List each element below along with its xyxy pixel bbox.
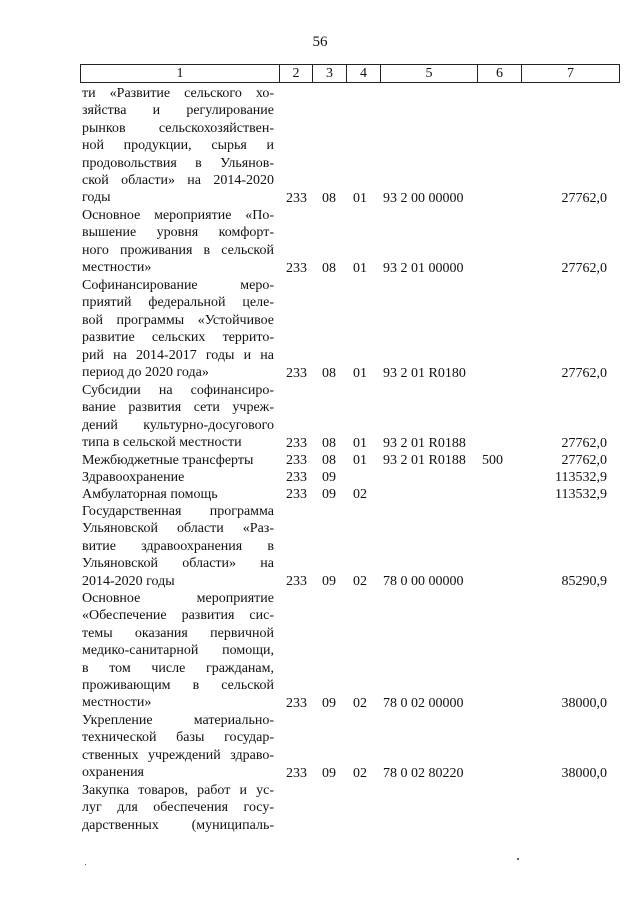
column-header-row xyxy=(80,64,620,83)
desc-line: Основное мероприятие «По- xyxy=(82,208,274,223)
amount: 113532,9 xyxy=(555,469,607,485)
amount: 27762,0 xyxy=(561,260,607,276)
csr-code: 93 2 01 R0188 xyxy=(383,435,466,451)
budget-row xyxy=(0,503,640,590)
desc-line: вышение уровня комфорт- xyxy=(82,225,274,241)
amount: 38000,0 xyxy=(561,765,607,781)
rz-code: 08 xyxy=(322,190,336,206)
desc-line: Ульяновской области «Раз- xyxy=(82,521,274,537)
desc-line: «Обеспечение развития сис- xyxy=(82,608,274,624)
pr-code: 01 xyxy=(353,190,367,206)
pr-code: 02 xyxy=(353,573,367,589)
header-col-2: 2 xyxy=(280,65,313,83)
row-description xyxy=(82,712,274,782)
desc-line: зяйства и регулирование xyxy=(82,103,274,119)
gr-code: 233 xyxy=(286,765,307,781)
budget-row xyxy=(0,486,640,503)
desc-line: Межбюджетные трансферты xyxy=(82,453,254,468)
rz-code: 09 xyxy=(322,765,336,781)
desc-line: ственных учреждений здраво- xyxy=(82,747,274,763)
gr-code: 233 xyxy=(286,435,307,451)
desc-line: приятий федеральной целе- xyxy=(82,295,274,311)
desc-line: в том числе гражданам, xyxy=(82,660,274,676)
pr-code: 02 xyxy=(353,695,367,711)
desc-line: развитие сельских террито- xyxy=(82,330,274,346)
header-col-5: 5 xyxy=(381,65,478,83)
row-description xyxy=(82,277,274,381)
gr-code: 233 xyxy=(286,260,307,276)
desc-line: Закупка товаров, работ и ус- xyxy=(82,783,274,798)
page-number: 56 xyxy=(312,34,328,50)
desc-line: Софинансирование меро- xyxy=(82,278,274,293)
row-description xyxy=(82,85,274,207)
amount: 113532,9 xyxy=(555,486,607,502)
rz-code: 08 xyxy=(322,435,336,451)
gr-code: 233 xyxy=(286,695,307,711)
amount: 38000,0 xyxy=(561,695,607,711)
desc-line: Государственная программа xyxy=(82,504,274,519)
budget-row xyxy=(0,207,640,277)
rz-code: 09 xyxy=(322,695,336,711)
pr-code: 01 xyxy=(353,452,367,468)
desc-line: местности» xyxy=(82,260,152,276)
gr-code: 233 xyxy=(286,365,307,381)
pr-code: 02 xyxy=(353,765,367,781)
budget-row xyxy=(0,469,640,486)
desc-line: рынков сельскохозяйствен- xyxy=(82,120,274,136)
header-col-1: 1 xyxy=(81,65,280,83)
amount: 27762,0 xyxy=(561,365,607,381)
rz-code: 08 xyxy=(322,365,336,381)
budget-row xyxy=(0,782,640,835)
gr-code: 233 xyxy=(286,190,307,206)
desc-line: вой программы «Устойчивое xyxy=(82,312,274,328)
desc-line: Укрепление материально- xyxy=(82,713,274,728)
budget-row xyxy=(0,590,640,712)
desc-line: темы оказания первичной xyxy=(82,625,274,641)
budget-row xyxy=(0,85,640,207)
gr-code: 233 xyxy=(286,486,307,502)
row-description xyxy=(82,486,274,503)
amount: 27762,0 xyxy=(561,452,607,468)
header-col-3: 3 xyxy=(313,65,347,83)
desc-line: ской области» на 2014-2020 xyxy=(82,172,274,188)
gr-code: 233 xyxy=(286,452,307,468)
budget-row xyxy=(0,712,640,782)
amount: 27762,0 xyxy=(561,435,607,451)
pr-code: 01 xyxy=(353,260,367,276)
row-description xyxy=(82,782,274,834)
row-description xyxy=(82,382,274,452)
desc-line: вание развития сети учреж- xyxy=(82,400,274,416)
rz-code: 09 xyxy=(322,573,336,589)
pr-code: 02 xyxy=(353,486,367,502)
rz-code: 08 xyxy=(322,452,336,468)
gr-code: 233 xyxy=(286,469,307,485)
desc-line: Субсидии на софинансиро- xyxy=(82,383,274,398)
desc-line: Здравоохранение xyxy=(82,470,185,485)
row-description xyxy=(82,590,274,712)
budget-row xyxy=(0,382,640,452)
desc-line: типа в сельской местности xyxy=(82,435,242,451)
desc-line: местности» xyxy=(82,695,152,711)
rz-code: 09 xyxy=(322,469,336,485)
gr-code: 233 xyxy=(286,573,307,589)
row-description xyxy=(82,452,274,469)
header-col-4: 4 xyxy=(347,65,381,83)
desc-line: Основное мероприятие xyxy=(82,591,274,606)
csr-code: 93 2 00 00000 xyxy=(383,190,464,206)
desc-line: охранения xyxy=(82,765,144,781)
desc-line: Амбулаторная помощь xyxy=(82,487,218,502)
rz-code: 09 xyxy=(322,486,336,502)
budget-row xyxy=(0,277,640,382)
desc-line: витие здравоохранения в xyxy=(82,538,274,554)
desc-line: период до 2020 года» xyxy=(82,364,209,380)
desc-line: дений культурно-досугового xyxy=(82,417,274,433)
desc-line: технической базы государ- xyxy=(82,730,274,746)
csr-code: 93 2 01 R0180 xyxy=(383,365,466,381)
amount: 27762,0 xyxy=(561,190,607,206)
desc-line: рий на 2014-2017 годы и на xyxy=(82,347,274,363)
desc-line: продовольствия в Ульянов- xyxy=(82,155,274,171)
csr-code: 93 2 01 00000 xyxy=(383,260,464,276)
pr-code: 01 xyxy=(353,365,367,381)
csr-code: 78 0 00 00000 xyxy=(383,573,464,589)
desc-line: 2014-2020 годы xyxy=(82,573,175,589)
vr-code: 500 xyxy=(482,452,503,468)
header-col-6: 6 xyxy=(478,65,522,83)
desc-line: ной продукции, сырья и xyxy=(82,138,274,154)
desc-line: медико-санитарной помощи, xyxy=(82,643,274,659)
row-description xyxy=(82,503,274,590)
rz-code: 08 xyxy=(322,260,336,276)
budget-row xyxy=(0,452,640,469)
desc-line: дарственных (муниципаль- xyxy=(82,817,274,833)
desc-line: проживающим в сельской xyxy=(82,677,274,693)
amount: 85290,9 xyxy=(561,573,607,589)
desc-line: годы xyxy=(82,190,111,206)
desc-line: ти «Развитие сельского хо- xyxy=(82,86,274,101)
pr-code: 01 xyxy=(353,435,367,451)
desc-line: Ульяновской области» на xyxy=(82,556,274,572)
desc-line: ного проживания в сельской xyxy=(82,242,274,258)
desc-line: луг для обеспечения госу- xyxy=(82,800,274,816)
csr-code: 93 2 01 R0188 xyxy=(383,452,466,468)
row-description xyxy=(82,207,274,277)
csr-code: 78 0 02 00000 xyxy=(383,695,464,711)
scan-speck xyxy=(517,858,519,860)
scan-speck xyxy=(85,864,86,865)
row-description xyxy=(82,469,274,486)
header-col-7: 7 xyxy=(522,65,620,83)
csr-code: 78 0 02 80220 xyxy=(383,765,464,781)
